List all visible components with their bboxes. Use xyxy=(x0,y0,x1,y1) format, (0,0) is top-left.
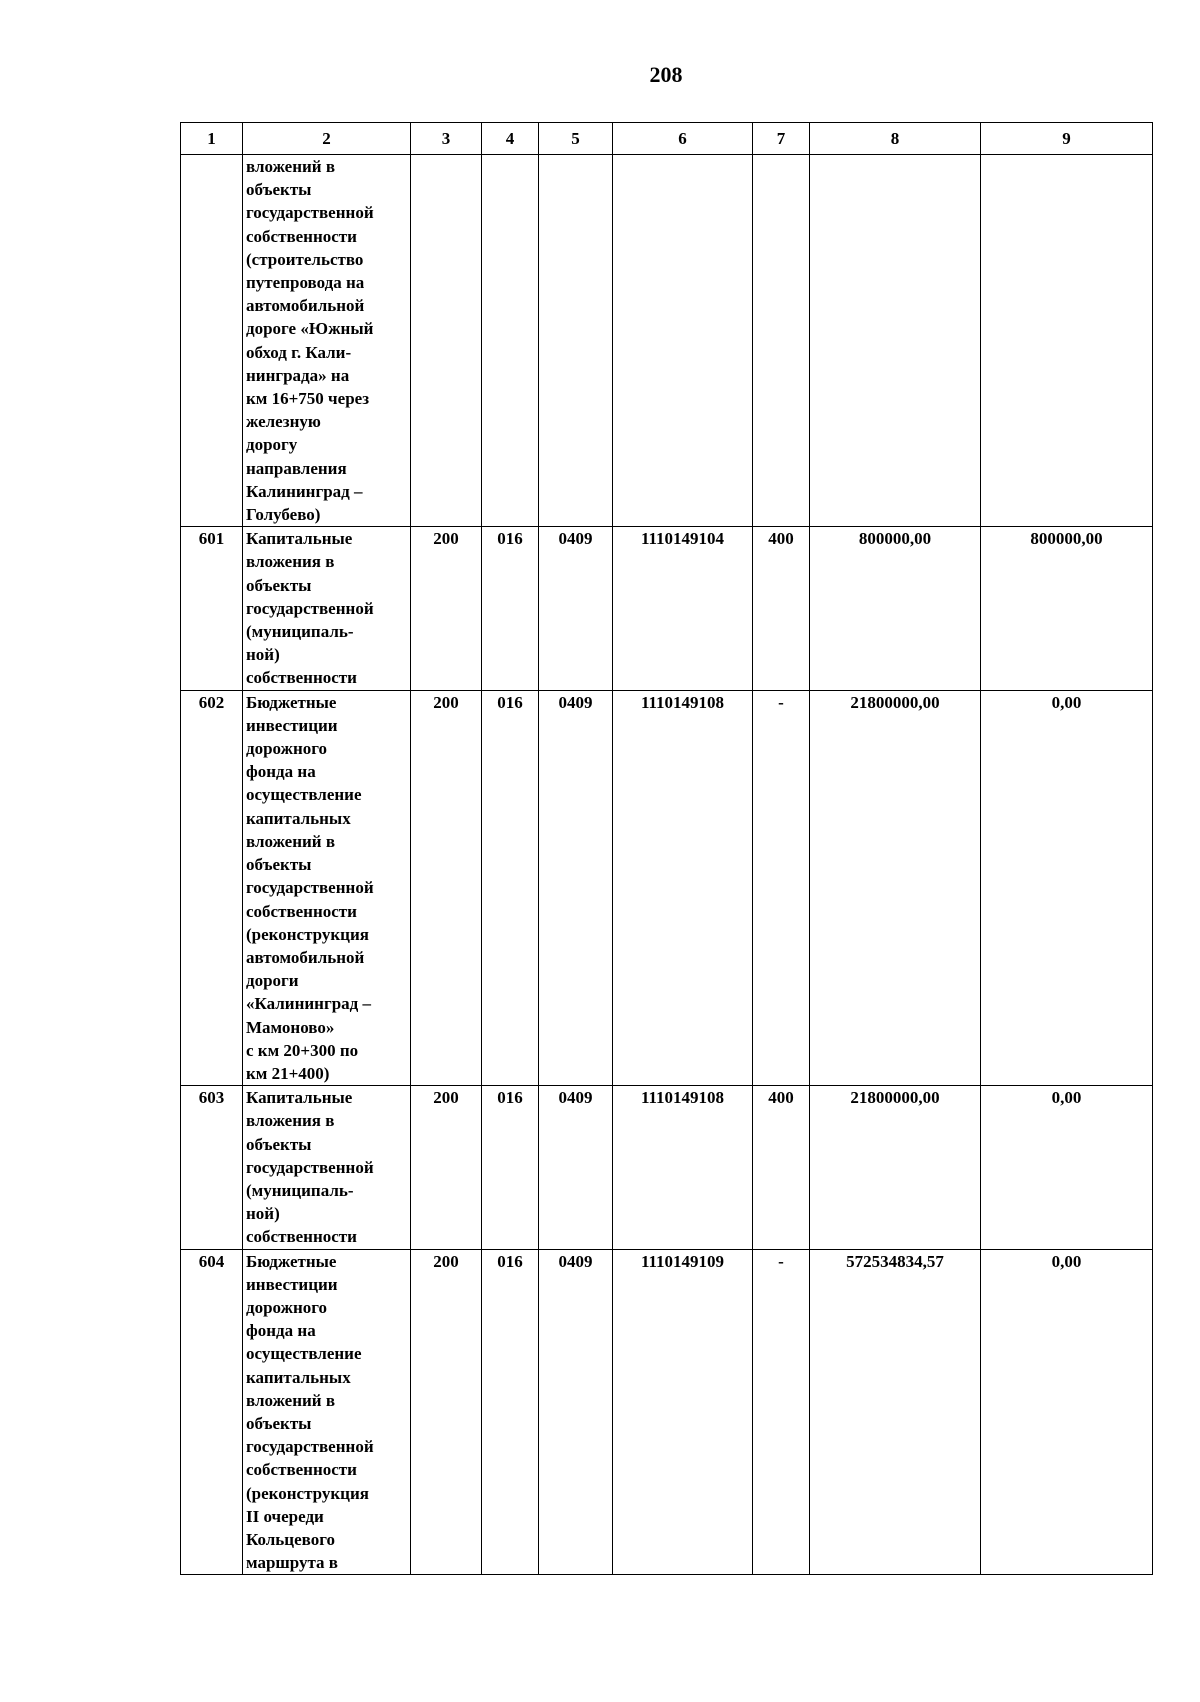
table-row xyxy=(181,690,1153,1085)
cell-col5 xyxy=(539,155,613,527)
column-header: 7 xyxy=(753,123,810,155)
cell-col6: 1110149104 xyxy=(613,527,753,690)
cell-col4: 016 xyxy=(482,690,539,1085)
cell-col9: 800000,00 xyxy=(981,527,1153,690)
cell-col7: - xyxy=(753,690,810,1085)
cell-col9: 0,00 xyxy=(981,1086,1153,1249)
cell-col5: 0409 xyxy=(539,527,613,690)
cell-col6: 1110149109 xyxy=(613,1249,753,1575)
cell-col6 xyxy=(613,155,753,527)
cell-col4: 016 xyxy=(482,1086,539,1249)
table-row xyxy=(181,1086,1153,1249)
cell-col9: 0,00 xyxy=(981,690,1153,1085)
column-header: 4 xyxy=(482,123,539,155)
cell-col3: 200 xyxy=(411,527,482,690)
row-number: 604 xyxy=(181,1249,243,1575)
cell-col8: 21800000,00 xyxy=(810,690,981,1085)
cell-col9 xyxy=(981,155,1153,527)
cell-col8: 800000,00 xyxy=(810,527,981,690)
table-row xyxy=(181,527,1153,690)
row-number: 603 xyxy=(181,1086,243,1249)
column-header: 1 xyxy=(181,123,243,155)
column-header: 9 xyxy=(981,123,1153,155)
table-row xyxy=(181,155,1153,527)
table-header-row xyxy=(181,123,1153,155)
column-header: 3 xyxy=(411,123,482,155)
cell-col8 xyxy=(810,155,981,527)
cell-col3: 200 xyxy=(411,1086,482,1249)
cell-col3: 200 xyxy=(411,690,482,1085)
row-number: 602 xyxy=(181,690,243,1085)
row-description: Капитальные вложения в объекты государственной (муниципаль- ной) собственности xyxy=(243,527,411,690)
cell-col3 xyxy=(411,155,482,527)
cell-col8: 572534834,57 xyxy=(810,1249,981,1575)
row-description: Бюджетные инвестиции дорожного фонда на осуществление капитальных вложений в объекты государственной собственности (реконструкция автомобильной дороги «Калининград – Мамоново» с км 20+300 по км 21+400) xyxy=(243,690,411,1085)
cell-col6: 1110149108 xyxy=(613,1086,753,1249)
cell-col4 xyxy=(482,155,539,527)
row-number xyxy=(181,155,243,527)
column-header: 5 xyxy=(539,123,613,155)
cell-col7: - xyxy=(753,1249,810,1575)
budget-table xyxy=(180,122,1153,1575)
cell-col3: 200 xyxy=(411,1249,482,1575)
column-header: 6 xyxy=(613,123,753,155)
cell-col7: 400 xyxy=(753,1086,810,1249)
page-number: 208 xyxy=(649,62,683,87)
column-header: 2 xyxy=(243,123,411,155)
row-number: 601 xyxy=(181,527,243,690)
row-description: Бюджетные инвестиции дорожного фонда на осуществление капитальных вложений в объекты государственной собственности (реконструкция II очереди Кольцевого маршрута в xyxy=(243,1249,411,1575)
cell-col5: 0409 xyxy=(539,1086,613,1249)
cell-col4: 016 xyxy=(482,527,539,690)
row-description: Капитальные вложения в объекты государственной (муниципаль- ной) собственности xyxy=(243,1086,411,1249)
cell-col7 xyxy=(753,155,810,527)
column-header: 8 xyxy=(810,123,981,155)
cell-col5: 0409 xyxy=(539,690,613,1085)
cell-col9: 0,00 xyxy=(981,1249,1153,1575)
cell-col4: 016 xyxy=(482,1249,539,1575)
cell-col6: 1110149108 xyxy=(613,690,753,1085)
cell-col7: 400 xyxy=(753,527,810,690)
table-row xyxy=(181,1249,1153,1575)
cell-col5: 0409 xyxy=(539,1249,613,1575)
cell-col8: 21800000,00 xyxy=(810,1086,981,1249)
row-description: вложений в объекты государственной собственности (строительство путепровода на автомобильной дороге «Южный обход г. Кали- нинграда» на км 16+750 через железную дорогу направления Калининград – Голубево) xyxy=(243,155,411,527)
